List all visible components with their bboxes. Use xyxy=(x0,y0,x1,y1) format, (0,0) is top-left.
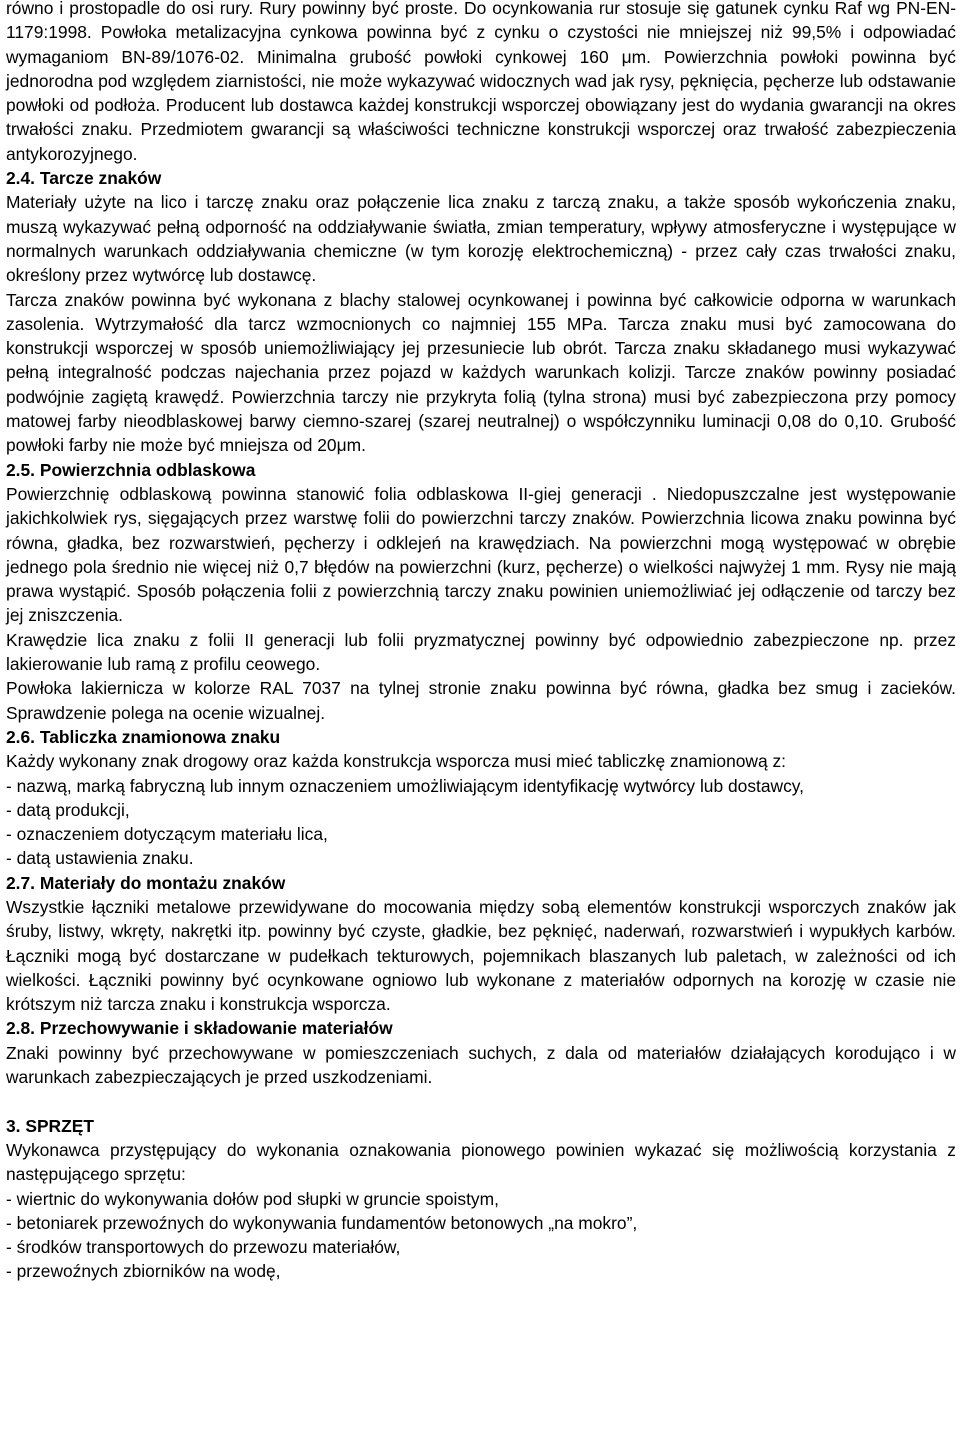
section-number: 2.8. xyxy=(6,1018,36,1039)
section-2-4-paragraph-2: Tarcza znaków powinna być wykonana z blachy stalowej ocynkowanej i powinna być całkowicie odporna w warunkach zasolenia. Wytrzymałość dla tarcz wzmocnionych co najmniej 155 MPa. Tarcza znaku musi być zamocowana do konstrukcji wsporczej w sposób uniemożliwiający jej przesuniecie lub obrót. Tarcza znaku składanego musi wykazywać pełną integralność podczas najechania przez pojazd w każdych warunkach kolizji. Tarcze znaków powinny posiadać podwójnie zagiętą krawędź. Powierzchnia tarczy nie przykryta folią (tylna strona) musi być zabezpieczona przy pomocy matowej farby nieodblaskowej barwy ciemno-szarej (szarej neutralnej) o współczynniku luminacji 0,08 do 0,10. Grubość powłoki farby nie może być mniejsza od 20μm. xyxy=(6,289,956,456)
list-item: - datą produkcji, xyxy=(6,799,130,820)
section-2-6-intro: Każdy wykonany znak drogowy oraz każda konstrukcja wsporcza musi mieć tabliczkę znamionową z: xyxy=(6,751,787,772)
section-2-7-paragraph: Wszystkie łączniki metalowe przewidywane do mocowania między sobą elementów konstrukcji wsporczych znaków jak śruby, listwy, wkręty, nakrętki itp. powinny być czyste, gładkie, bez pęknięć, naderwań, rozwarstwień i wypukłych karbów. Łączniki mogą być dostarczane w pudełkach tekturowych, pojemnikach blaszanych lub paletach, w zależności od ich wielkości. Łączniki powinny być ocynkowane ogniowo lub wykonane z materiałów odpornych na korozję w czasie nie krótszym niż tarcza znaku i konstrukcja wsporcza. xyxy=(6,896,956,1015)
list-item: - oznaczeniem dotyczącym materiału lica, xyxy=(6,824,328,845)
document-page xyxy=(6,0,956,1284)
section-2-4-paragraph-1: Materiały użyte na lico i tarczę znaku oraz połączenie lica znaku z tarczą znaku, a także sposób wykończenia znaku, muszą wykazywać pełną odporność na oddziaływanie światła, zmian temperatury, wpływy atmosferyczne i występujące w normalnych warunkach oddziaływania chemiczne (w tym korozję elektrochemiczną) - przez cały czas trwałości znaku, określony przez wytwórcę lub dostawcę. xyxy=(6,192,956,286)
section-3-intro: Wykonawca przystępujący do wykonania oznakowania pionowego powinien wykazać się możliwością korzystania z następującego sprzętu: xyxy=(6,1139,956,1185)
section-title: Przechowywanie i składowanie materiałów xyxy=(39,1018,393,1039)
section-heading-2-4 xyxy=(6,166,956,190)
section-number: 3. xyxy=(6,1115,21,1136)
section-heading-2-8 xyxy=(6,1016,956,1040)
section-title: Powierzchnia odblaskowa xyxy=(39,459,256,480)
section-2-5-paragraph-2: Krawędzie lica znaku z folii II generacji lub folii pryzmatycznej powinny być odpowiednio zabezpieczone np. przez lakierowanie lub ramą z profilu ceowego. xyxy=(6,629,956,675)
section-heading-2-7 xyxy=(6,871,956,895)
section-2-5-paragraph-3: Powłoka lakiernicza w kolorze RAL 7037 na tylnej stronie znaku powinna być równa, gładka bez smug i zacieków. Sprawdzenie polega na ocenie wizualnej. xyxy=(6,678,956,723)
list-item: - wiertnic do wykonywania dołów pod słupki w gruncie spoistym, xyxy=(6,1188,499,1209)
list-item: - środków transportowych do przewozu materiałów, xyxy=(6,1237,401,1258)
section-number: 2.5. xyxy=(6,459,36,480)
list-item: - datą ustawienia znaku. xyxy=(6,848,194,869)
section-title: Tarcze znaków xyxy=(39,168,162,189)
section-2-5-paragraph-1: Powierzchnię odblaskową powinna stanowić folia odblaskowa II-giej generacji . Niedopuszczalne jest występowanie jakichkolwiek rys, sięgających przez warstwę folii do powierzchni tarczy znaków. Powierzchnia licowa znaku powinna być równa, gładka, bez rozwarstwień, pęcherzy i odklejeń na krawędziach. Na powierzchni mogą występować w obrębie jednego pola średnio nie więcej niż 0,7 błędów na powierzchni (kurz, pęcherze) o wielkości najwyżej 1 mm. Rysy nie mają prawa wystąpić. Sposób połączenia folii z powierzchnią tarczy znaku powinien uniemożliwiać jej odłączenie od tarczy bez jej zniszczenia. xyxy=(6,483,956,626)
section-title: SPRZĘT xyxy=(25,1115,94,1136)
nameplate-requirements-list xyxy=(6,774,956,871)
section-number: 2.7. xyxy=(6,872,36,893)
section-number: 2.6. xyxy=(6,726,36,747)
list-item: - nazwą, marką fabryczną lub innym oznaczeniem umożliwiającym identyfikację wytwórcy lub dostawcy, xyxy=(6,775,805,796)
intro-paragraph: równo i prostopadle do osi rury. Rury powinny być proste. Do ocynkowania rur stosuje się gatunek cynku Raf wg PN-EN-1179:1998. Powłoka metalizacyjna cynkowa powinna być z cynku o czystości nie mniejszej niż 99,5% i odpowiadać wymaganiom BN-89/1076-02. Minimalna grubość powłoki cynkowej 160 μm. Powierzchnia powłoki powinna być jednorodna pod względem ziarnistości, nie może wykazywać widocznych wad jak rysy, pęknięcia, pęcherze lub odstawanie powłoki od podłoża. Producent lub dostawca każdej konstrukcji wsporczej obowiązany jest do wydania gwarancji na okres trwałości znaku. Przedmiotem gwarancji są właściwości techniczne konstrukcji wsporczej oraz trwałość zabezpieczenia antykorozyjnego. xyxy=(6,0,956,164)
equipment-list xyxy=(6,1187,956,1284)
list-item: - betoniarek przewoźnych do wykonywania fundamentów betonowych „na mokro”, xyxy=(6,1212,638,1233)
section-heading-2-6 xyxy=(6,725,956,749)
list-item: - przewoźnych zbiorników na wodę, xyxy=(6,1261,281,1282)
section-heading-3 xyxy=(6,1114,956,1138)
section-number: 2.4. xyxy=(6,168,36,189)
section-heading-2-5 xyxy=(6,458,956,482)
section-spacer xyxy=(6,1089,956,1113)
section-2-8-paragraph: Znaki powinny być przechowywane w pomieszczeniach suchych, z dala od materiałów działających korodująco i w warunkach zabezpieczających je przed uszkodzeniami. xyxy=(6,1042,956,1088)
section-title: Materiały do montażu znaków xyxy=(39,872,286,893)
section-title: Tabliczka znamionowa znaku xyxy=(39,726,281,747)
